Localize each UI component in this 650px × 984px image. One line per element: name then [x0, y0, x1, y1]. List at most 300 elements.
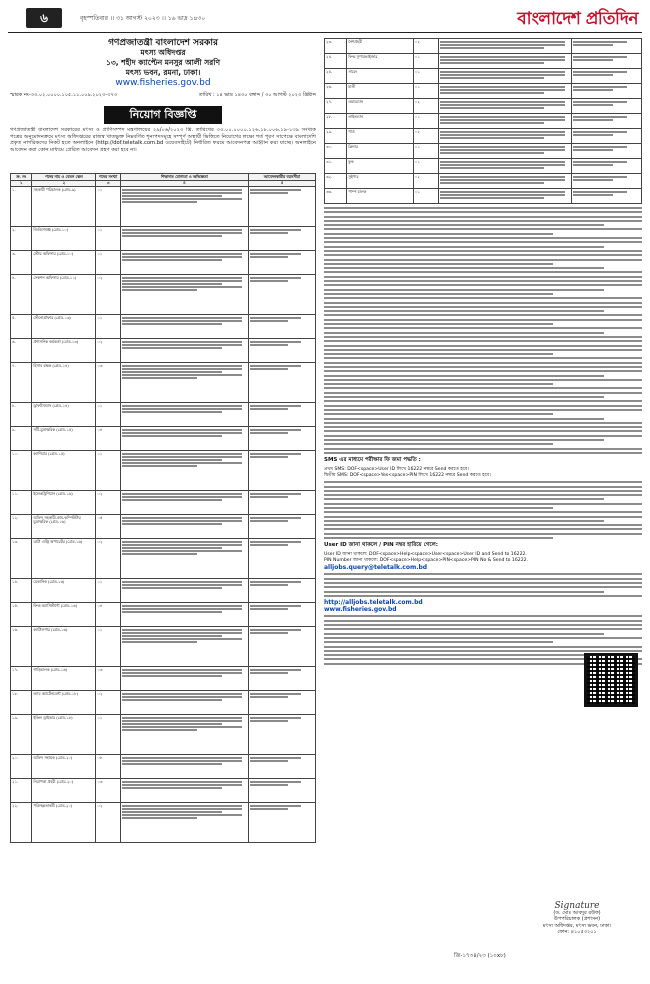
text-line — [122, 465, 197, 467]
row-age — [248, 339, 315, 363]
row-qualification — [120, 451, 248, 491]
row-post: ফিল্ড সুপারভাইজার — [347, 54, 414, 69]
text-line — [122, 368, 242, 370]
col-index: ১ — [11, 180, 32, 187]
text-line — [324, 498, 604, 500]
text-line — [324, 392, 642, 394]
row-age — [248, 715, 315, 755]
row-age — [248, 579, 315, 603]
text-line — [440, 41, 565, 43]
row-count: ০৮ — [96, 755, 120, 779]
table-row — [325, 129, 642, 144]
text-line — [324, 267, 604, 269]
text-line — [324, 293, 553, 295]
row-serial: ১৬. — [11, 627, 32, 667]
row-serial: ২৮. — [325, 114, 347, 129]
table-row — [11, 403, 316, 427]
text-line — [324, 620, 642, 622]
row-serial: ১৩. — [11, 539, 32, 579]
text-line — [122, 675, 222, 677]
row-post: ল্যাব অ্যাটেনডেন্ট (গ্রেড-১৮) — [32, 691, 96, 715]
col-header-count: পদের সংখ্যা — [96, 174, 120, 181]
row-serial: ২২. — [11, 803, 32, 843]
left-column — [10, 38, 316, 974]
text-line — [573, 89, 613, 91]
row-post: ওয়াচম্যান — [347, 99, 414, 114]
text-line — [440, 146, 565, 148]
table-row — [325, 189, 642, 204]
row-post: ড্রাফটসম্যান (গ্রেড-১৪) — [32, 403, 96, 427]
text-line — [324, 237, 642, 239]
text-line — [122, 726, 242, 728]
row-serial: ১৯. — [11, 715, 32, 755]
text-line — [324, 516, 642, 518]
text-line — [324, 327, 642, 329]
col-header-age: আবেদনকারীর বয়সসীমা — [248, 174, 315, 181]
row-age — [248, 451, 315, 491]
row-count: ০২ — [96, 691, 120, 715]
text-line — [324, 370, 642, 372]
text-line — [440, 176, 565, 178]
row-age — [248, 755, 315, 779]
text-line — [324, 353, 553, 355]
text-line — [440, 152, 544, 154]
text-line — [122, 541, 242, 543]
header-website[interactable]: www.fisheries.gov.bd — [115, 78, 211, 88]
text-line — [324, 418, 604, 420]
vacancy-table — [10, 173, 316, 843]
text-line — [250, 192, 288, 194]
text-line — [324, 211, 642, 213]
text-line — [440, 191, 565, 193]
qr-code-icon — [584, 653, 638, 707]
row-count: ০৪ — [96, 603, 120, 627]
text-line — [122, 757, 242, 759]
text-line — [440, 44, 565, 46]
col-index: ৫ — [248, 180, 315, 187]
table-row — [11, 579, 316, 603]
text-line — [250, 541, 301, 543]
text-line — [324, 387, 642, 389]
text-line — [324, 314, 642, 316]
table-row — [325, 159, 642, 174]
text-line — [122, 632, 242, 634]
text-line — [324, 340, 642, 342]
text-line — [440, 149, 565, 151]
text-line — [324, 582, 642, 584]
row-serial: ২৫. — [325, 69, 347, 84]
text-line — [440, 101, 565, 103]
row-count: ০১ — [96, 227, 120, 251]
text-line — [324, 641, 553, 643]
row-age — [248, 427, 315, 451]
text-line — [324, 216, 642, 218]
text-line — [250, 365, 301, 367]
row-qualification — [439, 174, 572, 189]
text-line — [122, 729, 197, 731]
text-line — [250, 280, 288, 282]
text-line — [324, 246, 604, 248]
row-qualification — [120, 363, 248, 403]
text-line — [250, 584, 288, 586]
row-post: ক্যাটালগার (গ্রেড-১৬) — [32, 627, 96, 667]
row-count: ০২ — [96, 339, 120, 363]
row-qualification — [120, 779, 248, 803]
text-line — [324, 528, 642, 530]
text-line — [122, 523, 222, 525]
text-line — [573, 104, 613, 106]
text-line — [324, 220, 642, 222]
row-count: ০২ — [413, 99, 438, 114]
text-line — [573, 41, 626, 43]
text-line — [324, 250, 642, 252]
table-row — [11, 315, 316, 339]
text-line — [122, 323, 222, 325]
text-line — [440, 74, 565, 76]
table-row — [11, 539, 316, 579]
text-line — [250, 629, 301, 631]
text-line — [440, 104, 565, 106]
table-row — [11, 715, 316, 755]
table-header-row — [11, 174, 316, 181]
col-index: ২ — [32, 180, 96, 187]
text-line — [122, 280, 242, 282]
row-qualification — [120, 427, 248, 451]
row-age — [248, 403, 315, 427]
text-line — [250, 432, 288, 434]
row-age — [248, 667, 315, 691]
text-line — [440, 62, 544, 64]
text-line — [324, 443, 553, 445]
text-line — [573, 176, 626, 178]
text-line — [324, 306, 642, 308]
table-row — [11, 363, 316, 403]
text-line — [122, 581, 242, 583]
document-number: জি-১৭৩৪/২৩ (১০x৮) — [454, 953, 506, 959]
text-line — [324, 448, 642, 450]
text-line — [324, 323, 553, 325]
row-serial: ১৫. — [11, 603, 32, 627]
text-line — [440, 182, 544, 184]
text-line — [122, 811, 222, 813]
text-line — [440, 71, 565, 73]
row-post: অফিস সহকারী-কাম-কম্পিউটার মুদ্রাক্ষরিক (গ্রেড-১৬) — [32, 515, 96, 539]
table-row — [11, 803, 316, 843]
text-line — [324, 426, 642, 428]
email-link[interactable]: alljobs.query@teletalk.com.bd — [324, 564, 428, 572]
text-line — [324, 362, 642, 364]
text-line — [122, 198, 242, 200]
text-line — [324, 271, 642, 273]
text-line — [573, 146, 626, 148]
text-line — [324, 503, 642, 505]
text-line — [122, 371, 222, 373]
text-line — [122, 641, 197, 643]
text-line — [440, 77, 544, 79]
website-link[interactable]: www.fisheries.gov.bd — [324, 606, 397, 614]
row-qualification — [439, 54, 572, 69]
row-count: ০২ — [96, 539, 120, 579]
text-line — [324, 276, 642, 278]
row-post: সেকশন অফিসার (গ্রেড-১১) — [32, 275, 96, 315]
row-post: পরিচ্ছন্নতাকর্মী (গ্রেড-২০) — [32, 803, 96, 843]
text-line — [122, 814, 242, 816]
text-line — [324, 241, 642, 243]
row-qualification — [120, 579, 248, 603]
row-age — [248, 515, 315, 539]
table-row — [325, 174, 642, 189]
text-line — [324, 654, 604, 656]
text-line — [573, 164, 613, 166]
row-count: ০১ — [413, 144, 438, 159]
table-index-row — [11, 180, 316, 187]
table-row — [325, 39, 642, 54]
text-line — [250, 344, 288, 346]
row-age — [248, 779, 315, 803]
text-line — [250, 605, 301, 607]
table-row — [11, 275, 316, 315]
text-line — [573, 194, 613, 196]
text-line — [122, 763, 222, 765]
text-line — [324, 233, 553, 235]
text-line — [250, 608, 288, 610]
table-row — [11, 515, 316, 539]
text-line — [122, 429, 242, 431]
text-line — [250, 757, 301, 759]
text-line — [440, 179, 565, 181]
text-line — [324, 310, 604, 312]
table-row — [325, 99, 642, 114]
row-post: সহকারী পরিচালক (গ্রেড-৯) — [32, 187, 96, 227]
text-line — [122, 808, 242, 810]
text-line — [250, 320, 288, 322]
text-line — [250, 632, 288, 634]
row-qualification — [120, 755, 248, 779]
text-line — [250, 781, 301, 783]
text-line — [122, 253, 242, 255]
text-line — [250, 496, 288, 498]
instructions-block — [324, 207, 642, 665]
text-line — [250, 784, 288, 786]
text-line — [440, 122, 544, 124]
text-line — [573, 71, 626, 73]
text-line — [122, 817, 197, 819]
text-line — [573, 149, 613, 151]
row-qualification — [439, 159, 572, 174]
row-qualification — [120, 315, 248, 339]
help-line2: PIN Number জানা থাকলে: DOF<space>Help<space>PIN<space>PIN No & Send to 16222. — [324, 558, 529, 564]
row-qualification — [439, 114, 572, 129]
text-line — [440, 107, 544, 109]
intro-paragraph: গণপ্রজাতন্ত্রী বাংলাদেশ সরকারের মৎস্য ও প্রাণিসম্পদ মন্ত্রণালয়ের ২৯/০৬/২০২৩ খ্রি. তারিখের ৩৩.০০.০০০০.১২৬.১৮.০০৬.১৯-১৩৯ সংখ্যক পত্রের অনুমোদনক্রমে মৎস্য অধিদপ্তরের রাজস্ব খাতভুক্ত নিম্নবর্ণিত শূন্যপদসমূহে সম্পূর্ণ অস্থায়ী ভিত্তিতে নিয়োগের লক্ষ্যে শর্ত পূরণ সাপেক্ষে বাংলাদেশি প্রকৃত নাগরিকদের নিকট হতে অনলাইনে (http://dof.teletalk.com.bd ওয়েবসাইটে) নির্ধারিত ফরমে আবেদনপত্র আহ্বান করা যাচ্ছে। অনলাইনে আবেদন করা কোন মাধ্যমে প্রেরিত আবেদন গ্রহণ করা হবে না। — [10, 127, 316, 153]
row-post: গাড়িচালক (গ্রেড-১৬) — [32, 667, 96, 691]
text-line — [324, 486, 642, 488]
row-serial: ২৪. — [325, 54, 347, 69]
table-row — [11, 491, 316, 515]
text-line — [250, 493, 301, 495]
newspaper-logo: বাংলাদেশ প্রতিদিন — [517, 9, 638, 29]
text-line — [324, 400, 642, 402]
text-line — [250, 408, 288, 410]
text-line — [324, 409, 642, 411]
text-line — [122, 517, 242, 519]
text-line — [122, 696, 242, 698]
row-count: ০১ — [413, 189, 438, 204]
row-count: ০২ — [96, 803, 120, 843]
row-qualification — [120, 603, 248, 627]
text-line — [250, 277, 301, 279]
row-age — [572, 54, 642, 69]
text-line — [324, 435, 642, 437]
row-post: মালী — [347, 84, 414, 99]
text-line — [324, 650, 642, 652]
text-line — [122, 723, 222, 725]
row-age — [572, 69, 642, 84]
row-count: ০১ — [96, 715, 120, 755]
row-serial: ২১. — [11, 779, 32, 803]
text-line — [324, 633, 604, 635]
text-line — [573, 44, 613, 46]
text-line — [122, 787, 222, 789]
row-post: নৈশপ্রহরী — [347, 39, 414, 54]
text-line — [324, 379, 642, 381]
row-age — [572, 129, 642, 144]
text-line — [440, 167, 544, 169]
row-qualification — [439, 39, 572, 54]
row-qualification — [120, 715, 248, 755]
table-row — [11, 691, 316, 715]
text-line — [324, 413, 553, 415]
sms-heading: SMS এর মাধ্যমে পরীক্ষার ফি জমা পদ্ধতি : — [324, 456, 421, 463]
text-line — [324, 637, 642, 639]
row-serial: ১২. — [11, 515, 32, 539]
text-line — [122, 411, 222, 413]
text-line — [440, 56, 565, 58]
text-line — [573, 116, 626, 118]
text-line — [324, 345, 642, 347]
text-line — [122, 544, 242, 546]
text-line — [122, 453, 242, 455]
col-index: ৩ — [96, 180, 120, 187]
table-row — [325, 144, 642, 159]
memo-date: তারিখ : ১৪ ভাদ্র ১৪৩০ বঙ্গাব্দ / ৩০ আগস্ট ২০২৩ খ্রিষ্টাব্দ — [198, 92, 316, 98]
text-line — [122, 459, 222, 461]
text-line — [440, 119, 565, 121]
text-line — [122, 605, 242, 607]
table-row — [325, 84, 642, 99]
text-line — [440, 164, 565, 166]
masthead — [8, 6, 642, 33]
text-line — [250, 232, 288, 234]
text-line — [440, 86, 565, 88]
table-row — [11, 251, 316, 275]
row-qualification — [120, 187, 248, 227]
row-count: ০১ — [96, 579, 120, 603]
text-line — [122, 229, 242, 231]
row-post: প্রশাসনিক কর্মকর্তা (গ্রেড-১৩) — [32, 339, 96, 363]
col-header-qualification: শিক্ষাগত যোগ্যতা ও অভিজ্ঞতা — [120, 174, 248, 181]
text-line — [324, 375, 604, 377]
text-line — [440, 116, 565, 118]
row-count: ০৩ — [96, 779, 120, 803]
help-line1: User ID জানা থাকলে: DOF<space>Help<space>User<space>User ID and Send to 16222. — [324, 552, 527, 558]
row-age — [572, 84, 642, 99]
text-line — [122, 259, 222, 261]
text-line — [122, 432, 242, 434]
row-age — [572, 159, 642, 174]
row-qualification — [439, 84, 572, 99]
row-qualification — [120, 491, 248, 515]
text-line — [250, 544, 288, 546]
text-line — [573, 86, 626, 88]
col-index: ৪ — [120, 180, 248, 187]
text-line — [250, 696, 288, 698]
table-row — [325, 114, 642, 129]
row-qualification — [439, 99, 572, 114]
row-post: ইঞ্জিন ড্রাইভার (গ্রেড-১৮) — [32, 715, 96, 755]
row-qualification — [120, 227, 248, 251]
row-serial: ৩১. — [325, 159, 347, 174]
row-serial: ৩. — [11, 251, 32, 275]
text-line — [122, 456, 242, 458]
row-post: স্টোর অফিসার (গ্রেড-১০) — [32, 251, 96, 275]
text-line — [440, 134, 565, 136]
row-qualification — [120, 803, 248, 843]
row-count: ০৪ — [96, 427, 120, 451]
row-qualification — [120, 403, 248, 427]
text-line — [573, 131, 626, 133]
table-row — [11, 755, 316, 779]
row-qualification — [439, 69, 572, 84]
table-row — [11, 627, 316, 667]
vacancy-table-continued — [324, 38, 642, 204]
text-line — [122, 408, 242, 410]
text-line — [573, 161, 626, 163]
row-qualification — [120, 539, 248, 579]
text-line — [122, 611, 222, 613]
text-line — [122, 496, 242, 498]
text-line — [122, 320, 242, 322]
text-line — [122, 277, 242, 279]
row-age — [572, 189, 642, 204]
text-line — [324, 263, 553, 265]
row-count: ০১ — [96, 451, 120, 491]
text-line — [250, 669, 301, 671]
row-post: গার্ড — [347, 129, 414, 144]
text-line — [440, 197, 544, 199]
text-line — [122, 195, 222, 197]
text-line — [122, 635, 222, 637]
text-line — [122, 289, 197, 291]
text-line — [324, 628, 642, 630]
text-line — [250, 693, 301, 695]
right-column — [324, 38, 642, 974]
signatory-name: (ড. মোঃ আবদুর রউফ) — [553, 909, 601, 916]
row-serial: ২০. — [11, 755, 32, 779]
row-post: ক্যাশিয়ার (গ্রেড-১৫) — [32, 451, 96, 491]
text-line — [324, 297, 642, 299]
row-post: কুক — [347, 159, 414, 174]
row-qualification — [439, 129, 572, 144]
text-line — [250, 672, 288, 674]
text-line — [324, 537, 553, 539]
row-count: ০২ — [413, 174, 438, 189]
row-post: ইলেকট্রিশিয়ান (গ্রেড-১৬) — [32, 491, 96, 515]
text-line — [324, 357, 642, 359]
alljobs-link[interactable]: http://alljobs.teletalk.com.bd — [324, 599, 423, 607]
row-age — [572, 114, 642, 129]
text-line — [122, 805, 242, 807]
